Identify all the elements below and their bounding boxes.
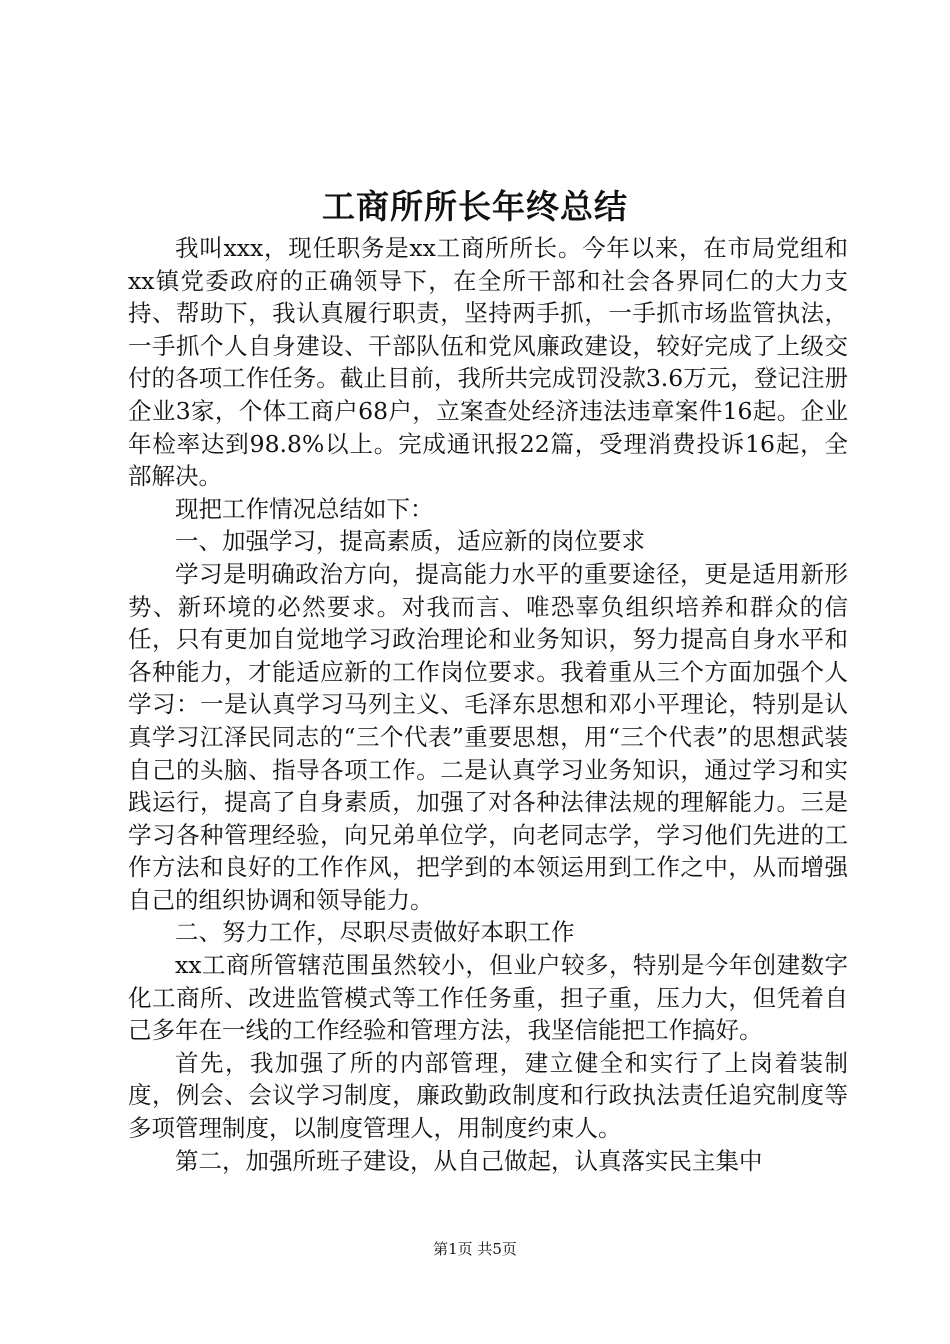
paragraph-work: xx工商所管辖范围虽然较小，但业户较多，特别是今年创建数字化工商所、改进监管模式等工作任务重，担子重，压力大，但凭着自己多年在一线的工作经验和管理方法，我坚信能把工作搞好。 [128,951,848,1045]
paragraph-first: 首先，我加强了所的内部管理，建立健全和实行了上岗着装制度，例会、会议学习制度，廉政勤政制度和行政执法责任追究制度等多项管理制度，以制度管理人，用制度约束人。 [128,1048,848,1143]
document-title: 工商所所长年终总结 [322,187,628,226]
paragraph-study: 学习是明确政治方向，提高能力水平的重要途径，更是适用新形势、新环境的必然要求。对我而言、唯恐辜负组织培养和群众的信任，只有更加自觉地学习政治理论和业务知识，努力提高自身水平和各种能力，才能适应新的工作岗位要求。我着重从三个方面加强个人学习：一是认真学习马列主义、毛泽东思想和邓小平理论，特别是认真学习江泽民同志的“三个代表”重要思想，用“三个代表”的思想武装自己的头脑、指导各项工作。二是认真学习业务知识，通过学习和实践运行，提高了自身素质，加强了对各种法律法规的理解能力。三是学习各种管理经验，向兄弟单位学，向老同志学，学习他们先进的工作方法和良好的工作作风，把学到的本领运用到工作之中，从而增强自己的组织协调和领导能力。 [128,559,848,914]
section-heading-1: 一、加强学习，提高素质，适应新的岗位要求 [175,527,645,556]
page-number: 第1页 共5页 [433,1240,517,1258]
paragraph-intro: 我叫xxx，现任职务是xx工商所所长。今年以来，在市局党组和xx镇党委政府的正确领导下，在全所干部和社会各界同仁的大力支持、帮助下，我认真履行职责，坚持两手抓，一手抓市场监管执法，一手抓个人自身建设、干部队伍和党风廉政建设，较好完成了上级交付的各项工作任务。截止目前，我所共完成罚没款3.6万元，登记注册企业3家，个体工商户68户，立案查处经济违法违章案件16起。企业年检率达到98.8%以上。完成通讯报22篇，受理消费投诉16起，全部解决。 [128,234,848,491]
section-heading-2: 二、努力工作，尽职尽责做好本职工作 [175,918,575,947]
document-body [128,232,848,1177]
paragraph-second: 第二，加强所班子建设，从自己做起，认真落实民主集中 [175,1146,763,1175]
paragraph-summary-lead: 现把工作情况总结如下： [175,494,434,523]
